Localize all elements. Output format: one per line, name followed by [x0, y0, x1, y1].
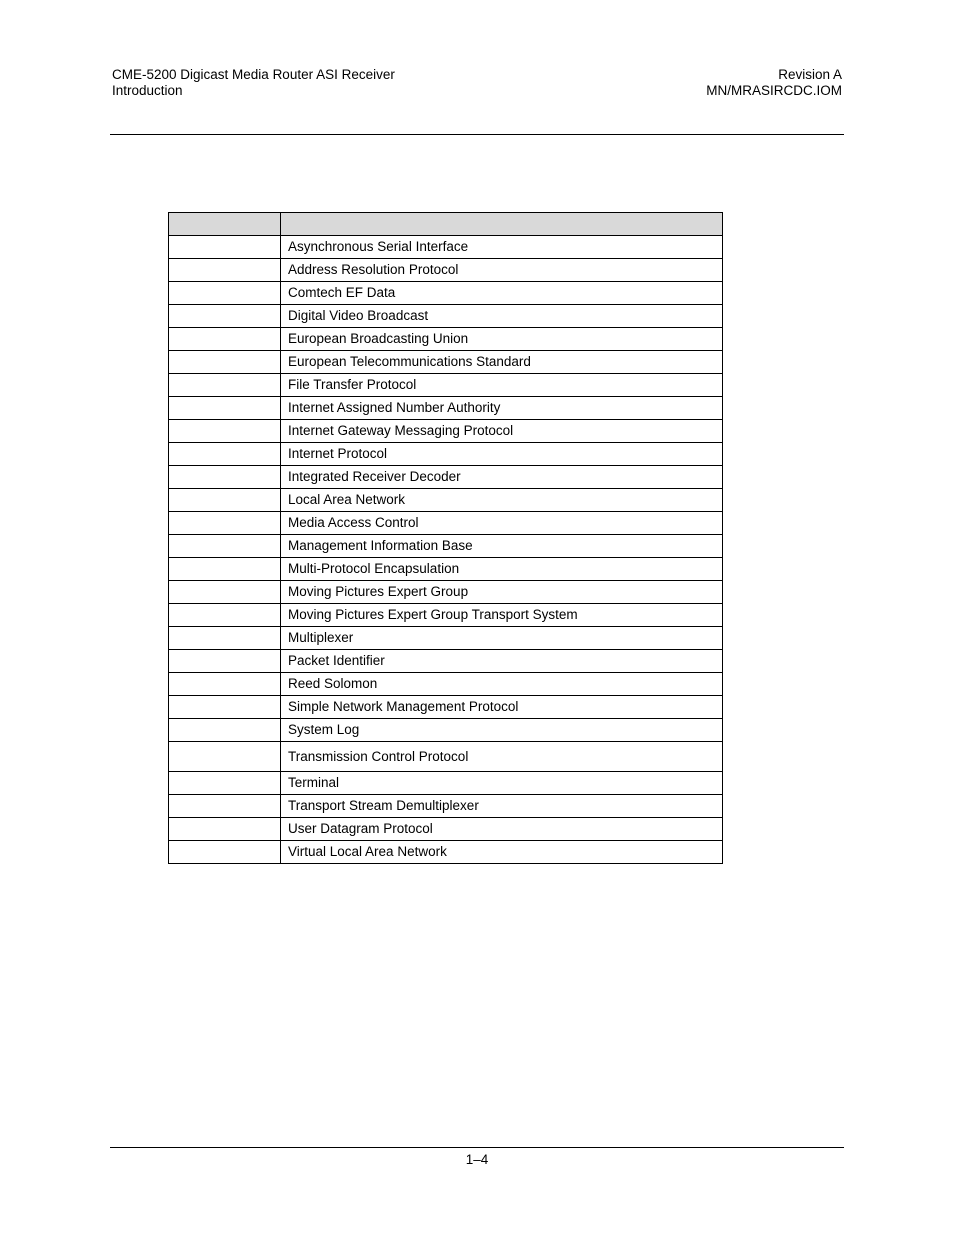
footer-divider: [110, 1147, 844, 1148]
acronym-cell: [169, 512, 281, 535]
definition-cell: Simple Network Management Protocol: [281, 696, 723, 719]
table-row: [169, 604, 723, 627]
acronym-cell: [169, 772, 281, 795]
acronym-cell: [169, 374, 281, 397]
table-row: [169, 650, 723, 673]
acronym-cell: [169, 420, 281, 443]
header-right: [706, 67, 842, 99]
acronym-cell: [169, 351, 281, 374]
table-row: [169, 512, 723, 535]
table-row: [169, 558, 723, 581]
table-row: [169, 719, 723, 742]
document-number: MN/MRASIRCDC.IOM: [706, 83, 842, 98]
section-name: Introduction: [112, 83, 183, 98]
definition-cell: Multi-Protocol Encapsulation: [281, 558, 723, 581]
acronym-column-header: [169, 213, 281, 236]
acronym-cell: [169, 305, 281, 328]
table-row: [169, 282, 723, 305]
acronym-cell: [169, 259, 281, 282]
table-row: [169, 328, 723, 351]
definition-cell: Local Area Network: [281, 489, 723, 512]
acronym-cell: [169, 742, 281, 772]
table-row: [169, 535, 723, 558]
page-number: 1–4: [465, 1152, 489, 1167]
acronym-cell: [169, 604, 281, 627]
table-row: [169, 236, 723, 259]
definition-cell: Management Information Base: [281, 535, 723, 558]
acronym-cell: [169, 443, 281, 466]
table-row: [169, 795, 723, 818]
definition-column-header: [281, 213, 723, 236]
table-row: [169, 818, 723, 841]
definition-cell: Media Access Control: [281, 512, 723, 535]
definition-cell: System Log: [281, 719, 723, 742]
acronym-cell: [169, 466, 281, 489]
definition-cell: Internet Protocol: [281, 443, 723, 466]
table-row: [169, 259, 723, 282]
acronym-cell: [169, 535, 281, 558]
definition-cell: Virtual Local Area Network: [281, 841, 723, 864]
definition-cell: European Broadcasting Union: [281, 328, 723, 351]
header-left: [112, 67, 395, 99]
acronym-cell: [169, 627, 281, 650]
definition-cell: Moving Pictures Expert Group Transport System: [281, 604, 723, 627]
acronym-cell: [169, 397, 281, 420]
definition-cell: Asynchronous Serial Interface: [281, 236, 723, 259]
table-row: [169, 742, 723, 772]
table-row: [169, 374, 723, 397]
table-row: [169, 466, 723, 489]
definition-cell: Terminal: [281, 772, 723, 795]
acronym-cell: [169, 673, 281, 696]
table-row: [169, 443, 723, 466]
definition-cell: User Datagram Protocol: [281, 818, 723, 841]
acronym-cell: [169, 558, 281, 581]
revision-label: Revision A: [778, 67, 842, 82]
table-row: [169, 772, 723, 795]
table-row: [169, 420, 723, 443]
table-row: [169, 489, 723, 512]
table-row: [169, 397, 723, 420]
acronym-cell: [169, 818, 281, 841]
table-row: [169, 627, 723, 650]
table-row: [169, 696, 723, 719]
table-row: [169, 673, 723, 696]
definition-cell: Address Resolution Protocol: [281, 259, 723, 282]
definition-cell: Comtech EF Data: [281, 282, 723, 305]
acronym-cell: [169, 282, 281, 305]
acronym-cell: [169, 581, 281, 604]
definition-cell: Internet Gateway Messaging Protocol: [281, 420, 723, 443]
definition-cell: Transmission Control Protocol: [281, 742, 723, 772]
acronym-cell: [169, 236, 281, 259]
acronym-cell: [169, 719, 281, 742]
definition-cell: Transport Stream Demultiplexer: [281, 795, 723, 818]
header-divider: [110, 134, 844, 135]
acronym-cell: [169, 650, 281, 673]
definition-cell: File Transfer Protocol: [281, 374, 723, 397]
acronym-table: [168, 212, 723, 864]
document-title: CME-5200 Digicast Media Router ASI Receiver: [112, 67, 395, 82]
table-body: [169, 236, 723, 864]
definition-cell: Multiplexer: [281, 627, 723, 650]
definition-cell: Internet Assigned Number Authority: [281, 397, 723, 420]
acronym-cell: [169, 489, 281, 512]
table-header-row: [169, 213, 723, 236]
table-row: [169, 305, 723, 328]
definition-cell: Integrated Receiver Decoder: [281, 466, 723, 489]
definition-cell: Digital Video Broadcast: [281, 305, 723, 328]
acronym-cell: [169, 795, 281, 818]
table-row: [169, 351, 723, 374]
acronym-cell: [169, 328, 281, 351]
definition-cell: Packet Identifier: [281, 650, 723, 673]
acronym-cell: [169, 841, 281, 864]
definition-cell: Reed Solomon: [281, 673, 723, 696]
table-row: [169, 841, 723, 864]
acronym-cell: [169, 696, 281, 719]
definition-cell: Moving Pictures Expert Group: [281, 581, 723, 604]
table-row: [169, 581, 723, 604]
definition-cell: European Telecommunications Standard: [281, 351, 723, 374]
